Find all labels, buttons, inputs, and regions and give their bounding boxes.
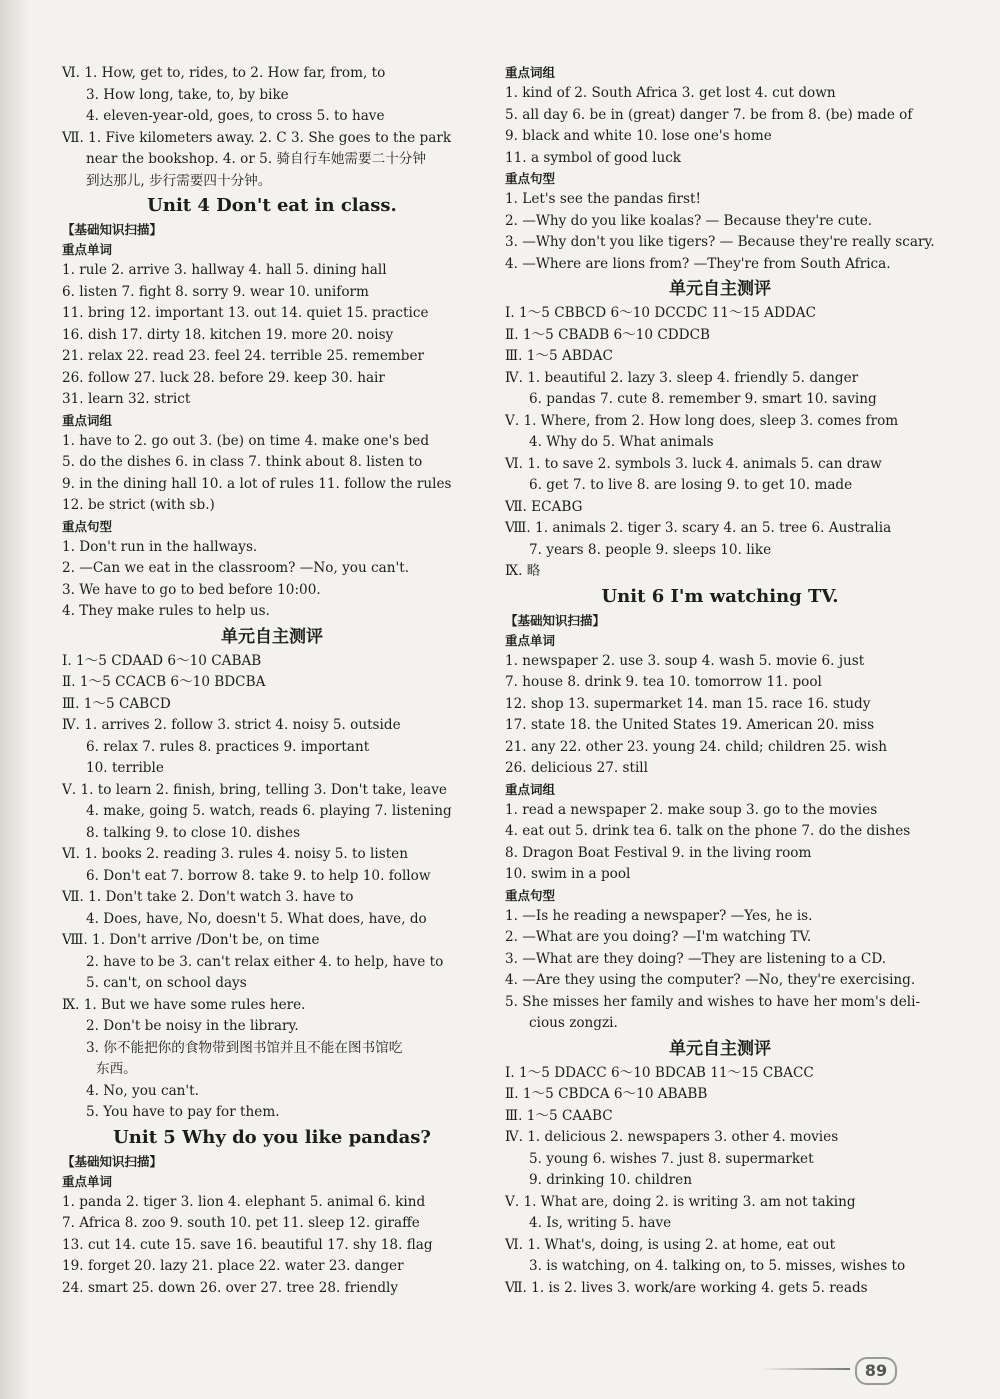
answer-line: near the bookshop. 4. or 5. 骑自行车她需要二十分钟: [86, 151, 426, 167]
left-column: [62, 63, 482, 1299]
answer-line: 1. read a newspaper 2. make soup 3. go to the movies: [505, 801, 878, 818]
unit-heading: Unit 5 Why do you like pandas?: [113, 1126, 431, 1148]
answer-line: Ⅱ. 1～5 CBADB 6～10 CDDCB: [505, 326, 710, 343]
answer-line: 1. —Is he reading a newspaper? —Yes, he is.: [505, 907, 813, 924]
answer-line: 2. —Why do you like koalas? — Because they're cute.: [505, 212, 873, 229]
answer-line: 2. Don't be noisy in the library.: [86, 1018, 299, 1034]
answer-line: Ⅱ. 1～5 CBDCA 6～10 ABABB: [505, 1086, 708, 1102]
answer-line: cious zongzi.: [529, 1015, 618, 1031]
answer-line: 26. delicious 27. still: [505, 760, 648, 776]
answer-line: Ⅷ. 1. Don't arrive /Don't be, on time: [62, 932, 320, 948]
answer-line: 10. terrible: [86, 760, 164, 776]
answer-line: 东西。: [96, 1061, 137, 1077]
answer-line: 11. bring 12. important 13. out 14. quiet 15. practice: [62, 305, 429, 321]
answer-line: 13. cut 14. cute 15. save 16. beautiful 17. shy 18. flag: [62, 1236, 433, 1253]
answer-line: 21. any 22. other 23. young 24. child; children 25. wish: [505, 738, 887, 755]
answer-line: 2. have to be 3. can't relax either 4. to help, have to: [86, 953, 444, 970]
answer-line: 12. be strict (with sb.): [62, 497, 215, 513]
answer-line: Ⅴ. 1. Where, from 2. How long does, sleep 3. comes from: [505, 412, 899, 429]
answer-line: 12. shop 13. supermarket 14. man 15. race 16. study: [505, 695, 871, 712]
answer-line: 26. follow 27. luck 28. before 29. keep 30. hair: [62, 369, 385, 386]
answer-line: 到达那儿, 步行需要四十分钟。: [86, 172, 272, 189]
answer-line: Ⅰ. 1～5 CBBCD 6～10 DCCDC 11～15 ADDAC: [505, 305, 817, 321]
unit-test-heading: 单元自主测评: [221, 626, 323, 647]
answer-line: 4. eat out 5. drink tea 6. talk on the phone 7. do the dishes: [505, 823, 911, 839]
answer-line: 1. panda 2. tiger 3. lion 4. elephant 5. animal 6. kind: [62, 1193, 426, 1210]
page-gutter-shadow: [0, 0, 30, 1399]
answer-line: 3. —What are they doing? —They are listening to a CD.: [505, 950, 887, 967]
answer-line: Ⅵ. 1. How, get to, rides, to 2. How far, from, to: [62, 65, 386, 81]
answer-line: 1. newspaper 2. use 3. soup 4. wash 5. movie 6. just: [505, 652, 865, 669]
answer-line: Ⅳ. 1. delicious 2. newspapers 3. other 4. movies: [505, 1129, 839, 1145]
answer-line: 8. Dragon Boat Festival 9. in the living room: [505, 844, 812, 861]
section-subheading: 重点词组: [505, 781, 556, 797]
answer-line: 6. listen 7. fight 8. sorry 9. wear 10. uniform: [62, 283, 369, 300]
section-subheading: 重点单词: [62, 1173, 113, 1189]
section-subheading: 重点词组: [505, 65, 556, 80]
right-column: [505, 63, 935, 1299]
answer-line: 4. Does, have, No, doesn't 5. What does, have, do: [86, 910, 427, 927]
answer-line: 5. all day 6. be in (great) danger 7. be from 8. (be) made of: [505, 106, 913, 123]
answer-line: 11. a symbol of good luck: [505, 149, 682, 166]
answer-line: 5. You have to pay for them.: [86, 1104, 280, 1120]
answer-line: 1. rule 2. arrive 3. hallway 4. hall 5. dining hall: [62, 262, 387, 278]
answer-line: 3. We have to go to bed before 10:00.: [62, 581, 321, 598]
knowledge-scan-heading: 【基础知识扫描】: [62, 1153, 163, 1169]
answer-line: 19. forget 20. lazy 21. place 22. water 23. danger: [62, 1258, 404, 1274]
answer-line: Ⅵ. 1. to save 2. symbols 3. luck 4. animals 5. can draw: [505, 455, 882, 472]
answer-line: 2. —Can we eat in the classroom? —No, you can't.: [62, 560, 410, 576]
section-subheading: 重点句型: [62, 518, 113, 534]
section-subheading: 重点词组: [62, 412, 113, 428]
answer-line: 24. smart 25. down 26. over 27. tree 28. friendly: [62, 1279, 399, 1296]
answer-line: Ⅸ. 1. But we have some rules here.: [62, 996, 306, 1013]
answer-line: 3. —Why don't you like tigers? — Because they're really scary.: [505, 234, 935, 250]
answer-line: 8. talking 9. to close 10. dishes: [86, 824, 301, 841]
answer-line: Ⅵ. 1. books 2. reading 3. rules 4. noisy 5. to listen: [62, 846, 408, 862]
knowledge-scan-heading: 【基础知识扫描】: [62, 222, 163, 237]
page-number: 89: [855, 1357, 897, 1385]
answer-line: 21. relax 22. read 23. feel 24. terrible 25. remember: [62, 348, 425, 364]
answer-line: 2. —What are you doing? —I'm watching TV.: [505, 929, 812, 945]
answer-line: 31. learn 32. strict: [62, 391, 191, 407]
answer-line: 1. Don't run in the hallways.: [62, 538, 258, 555]
section-subheading: 重点单词: [505, 632, 556, 648]
answer-line: 9. in the dining hall 10. a lot of rules 11. follow the rules: [62, 475, 452, 492]
answer-line: 1. have to 2. go out 3. (be) on time 4. make one's bed: [62, 432, 430, 449]
answer-line: 5. do the dishes 6. in class 7. think about 8. listen to: [62, 454, 423, 470]
knowledge-scan-heading: 【基础知识扫描】: [505, 612, 606, 628]
section-subheading: 重点句型: [505, 887, 556, 903]
answer-line: 4. They make rules to help us.: [62, 603, 270, 619]
answer-line: Ⅴ. 1. to learn 2. finish, bring, telling 3. Don't take, leave: [62, 781, 447, 798]
answer-line: Ⅲ. 1～5 ABDAC: [505, 348, 613, 364]
answer-line: 6. relax 7. rules 8. practices 9. important: [86, 738, 370, 755]
answer-line: 4. Why do 5. What animals: [529, 434, 714, 450]
answer-line: 7. years 8. people 9. sleeps 10. like: [529, 541, 772, 558]
answer-line: 9. black and white 10. lose one's home: [505, 128, 772, 144]
answer-line: 4. make, going 5. watch, reads 6. playing 7. listening: [86, 803, 452, 819]
answer-line: Ⅶ. 1. Don't take 2. Don't watch 3. have to: [62, 889, 354, 905]
unit-heading: Unit 6 I'm watching TV.: [601, 585, 839, 607]
answer-line: 3. is watching, on 4. talking on, to 5. misses, wishes to: [529, 1258, 906, 1274]
answer-line: 1. Let's see the pandas first!: [505, 191, 701, 207]
answer-line: 10. swim in a pool: [505, 866, 631, 882]
unit-test-heading: 单元自主测评: [669, 279, 771, 299]
answer-line: Ⅰ. 1～5 DDACC 6～10 BDCAB 11～15 CBACC: [505, 1064, 814, 1081]
answer-line: Ⅷ. 1. animals 2. tiger 3. scary 4. an 5. tree 6. Australia: [505, 520, 892, 536]
answer-line: 16. dish 17. dirty 18. kitchen 19. more 20. noisy: [62, 326, 394, 343]
section-subheading: 重点单词: [62, 242, 113, 257]
answer-line: 4. eleven-year-old, goes, to cross 5. to have: [86, 108, 385, 124]
answer-line: Ⅶ. 1. Five kilometers away. 2. C 3. She goes to the park: [62, 129, 452, 146]
unit-heading: Unit 4 Don't eat in class.: [147, 195, 397, 216]
answer-line: 6. pandas 7. cute 8. remember 9. smart 10. saving: [529, 391, 877, 407]
answer-line: Ⅸ. 略: [505, 563, 541, 579]
unit-test-heading: 单元自主测评: [669, 1038, 771, 1059]
answer-line: Ⅲ. 1～5 CAABC: [505, 1107, 613, 1124]
answer-line: 4. —Where are lions from? —They're from South Africa.: [505, 255, 891, 272]
answer-line: 7. house 8. drink 9. tea 10. tomorrow 11. pool: [505, 674, 822, 690]
answer-line: 5. young 6. wishes 7. just 8. supermarket: [529, 1150, 814, 1167]
answer-line: 9. drinking 10. children: [529, 1172, 692, 1188]
answer-line: 4. —Are they using the computer? —No, they're exercising.: [505, 972, 916, 988]
answer-line: 5. She misses her family and wishes to have her mom's deli-: [505, 993, 921, 1010]
answer-line: Ⅳ. 1. arrives 2. follow 3. strict 4. noisy 5. outside: [62, 717, 401, 733]
answer-line: 7. Africa 8. zoo 9. south 10. pet 11. sleep 12. giraffe: [62, 1215, 420, 1231]
answer-line: 1. kind of 2. South Africa 3. get lost 4. cut down: [505, 85, 836, 101]
answer-line: 5. can't, on school days: [86, 975, 247, 991]
answer-line: 6. Don't eat 7. borrow 8. take 9. to help 10. follow: [86, 867, 431, 884]
answer-line: Ⅳ. 1. beautiful 2. lazy 3. sleep 4. friendly 5. danger: [505, 369, 859, 386]
answer-line: Ⅴ. 1. What are, doing 2. is writing 3. am not taking: [505, 1193, 856, 1210]
answer-line: 6. get 7. to live 8. are losing 9. to get 10. made: [529, 477, 853, 493]
answer-line: Ⅲ. 1～5 CABCD: [62, 695, 171, 712]
answer-line: 4. Is, writing 5. have: [529, 1215, 672, 1231]
answer-line: Ⅶ. 1. is 2. lives 3. work/are working 4. gets 5. reads: [505, 1279, 868, 1296]
answer-line: Ⅶ. ECABG: [505, 498, 583, 515]
answer-line: Ⅵ. 1. What's, doing, is using 2. at home, eat out: [505, 1236, 836, 1253]
answer-line: 4. No, you can't.: [86, 1082, 199, 1099]
footer-decoration: [760, 1368, 850, 1370]
section-subheading: 重点句型: [505, 171, 556, 186]
answer-line: 17. state 18. the United States 19. American 20. miss: [505, 717, 875, 733]
answer-line: Ⅰ. 1～5 CDAAD 6～10 CABAB: [62, 652, 262, 669]
answer-line: 3. How long, take, to, by bike: [86, 86, 289, 103]
answer-line: Ⅱ. 1～5 CCACB 6～10 BDCBA: [62, 674, 266, 690]
answer-line: 3. 你不能把你的食物带到图书馆并且不能在图书馆吃: [86, 1039, 403, 1056]
